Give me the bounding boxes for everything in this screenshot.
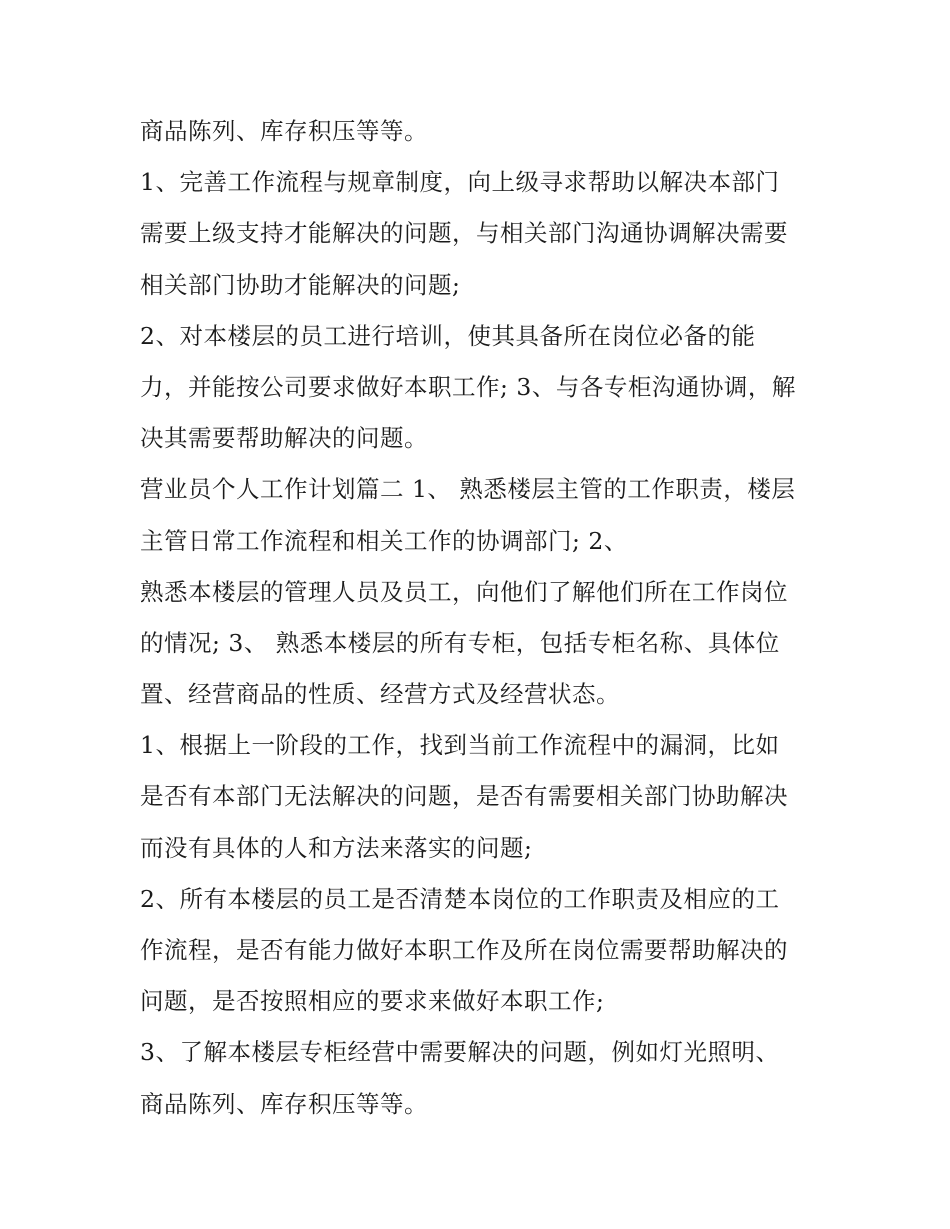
text-line: 2、对本楼层的员工进行培训，使其具备所在岗位必备的能 [140,321,756,350]
text-line: 置、经营商品的性质、经营方式及经营状态。 [140,680,620,709]
text-line: 问题，是否按照相应的要求来做好本职工作; [140,987,605,1016]
text-line: 的情况; 3、 熟悉本楼层的所有专柜，包括专柜名称、具体位 [140,628,780,657]
text-line: 营业员个人工作计划篇二 1、 熟悉楼层主管的工作职责，楼层 [140,475,796,504]
text-line: 商品陈列、库存积压等等。 [140,117,428,145]
text-line: 力，并能按公司要求做好本职工作; 3、与各专柜沟通协调，解 [140,372,796,401]
text-line: 而没有具体的人和方法来落实的问题; [140,833,533,862]
text-line: 3、了解本楼层专柜经营中需要解决的问题，例如灯光照明、 [140,1038,780,1067]
text-line: 决其需要帮助解决的问题。 [140,424,428,453]
text-line: 需要上级支持才能解决的问题，与相关部门沟通协调解决需要 [140,219,788,248]
text-line: 熟悉本楼层的管理人员及员工，向他们了解他们所在工作岗位 [140,577,788,606]
text-line: 1、完善工作流程与规章制度，向上级寻求帮助以解决本部门 [140,168,780,197]
text-line: 相关部门协助才能解决的问题; [140,270,461,299]
text-line: 作流程，是否有能力做好本职工作及所在岗位需要帮助解决的 [140,936,788,964]
text-line: 1、根据上一阶段的工作，找到当前工作流程中的漏洞，比如 [140,731,780,760]
document-body [140,106,820,1130]
text-line: 是否有本部门无法解决的问题，是否有需要相关部门协助解决 [140,782,788,811]
text-line: 2、所有本楼层的员工是否清楚本岗位的工作职责及相应的工 [140,884,780,913]
text-line: 主管日常工作流程和相关工作的协调部门; 2、 [140,526,628,555]
text-line: 商品陈列、库存积压等等。 [140,1089,428,1118]
